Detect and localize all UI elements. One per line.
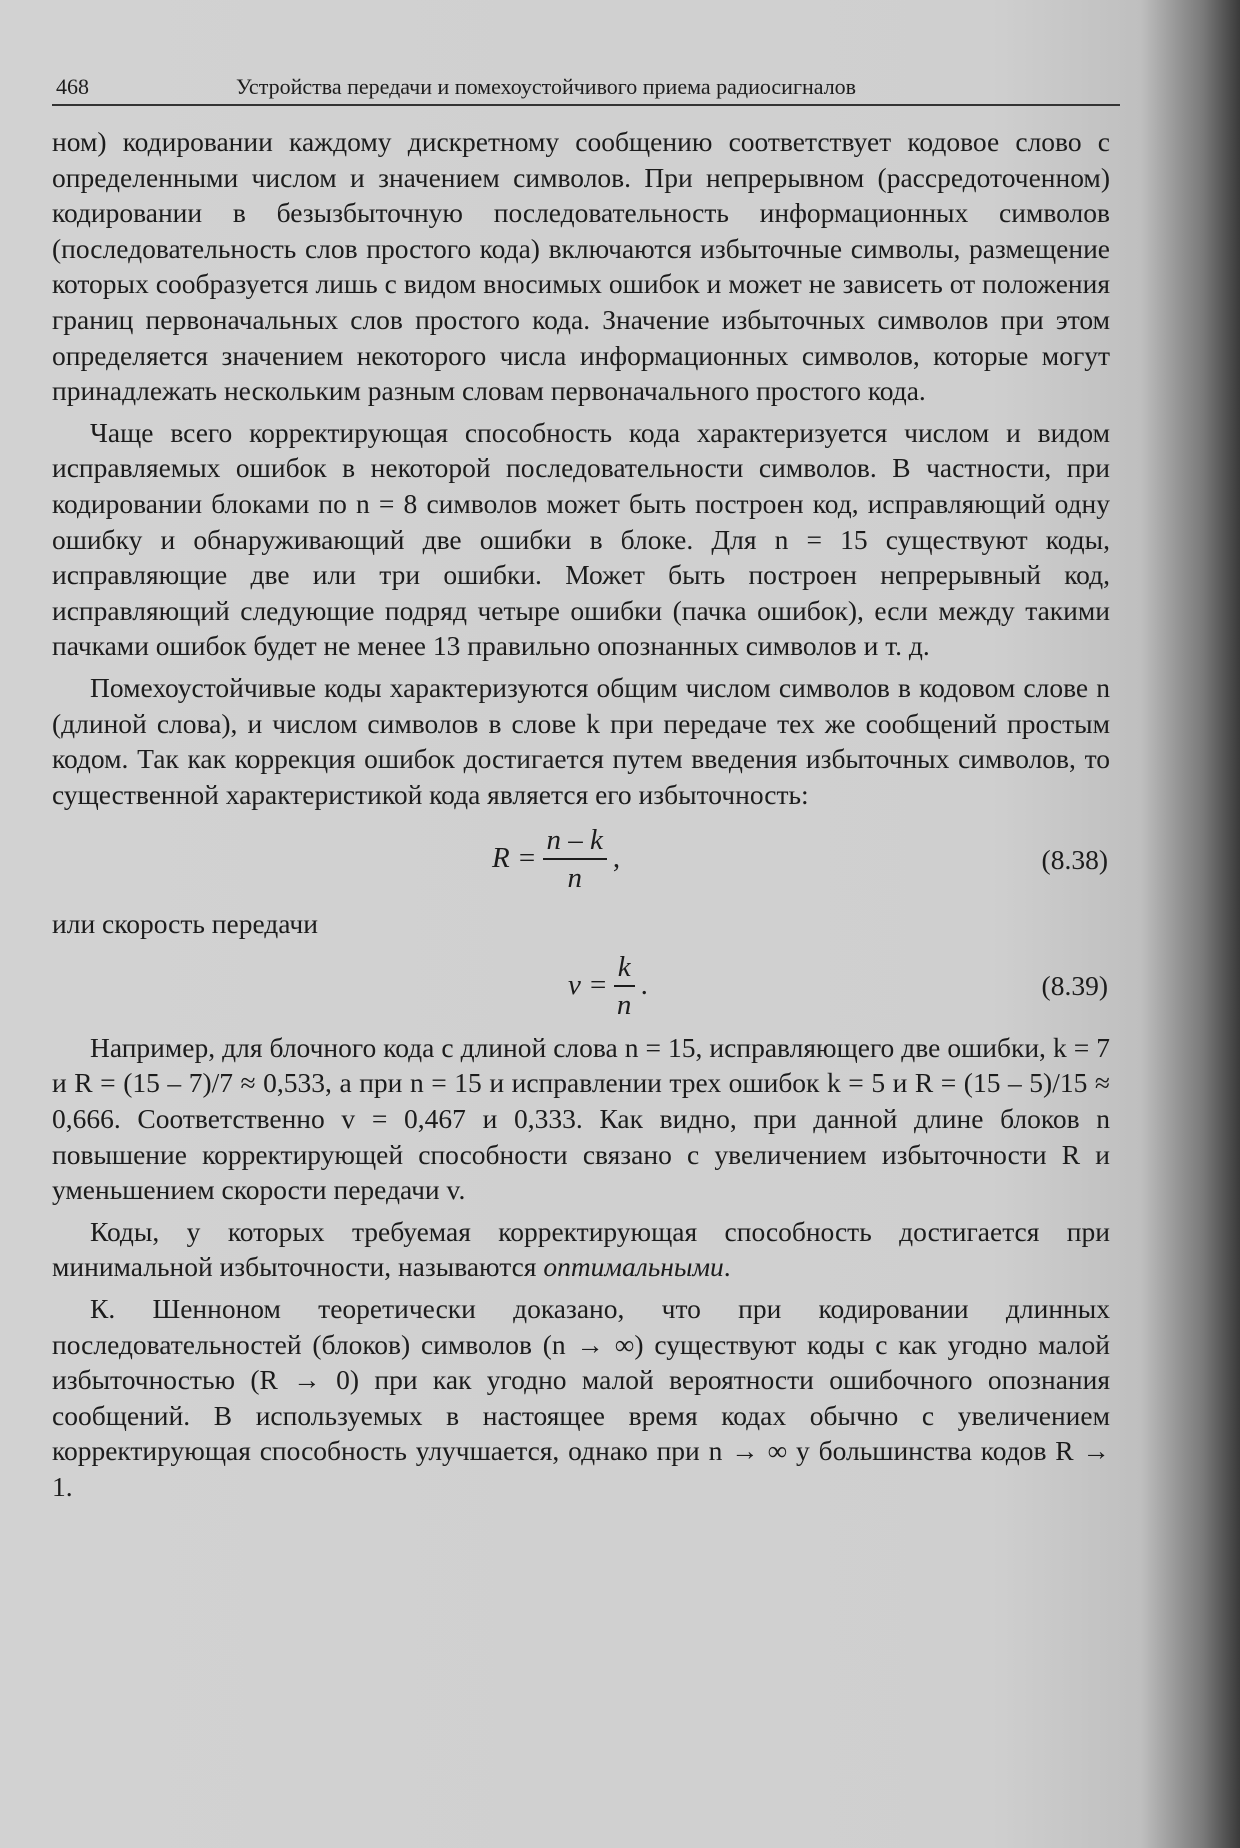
formula-8-39-lhs: v =: [568, 969, 608, 1002]
formula-8-39-number: (8.39): [1041, 969, 1108, 1001]
paragraph-6-start: Коды, у которых требуемая корректирующая способность достигается при минимальной избыточности, называются: [52, 1215, 1110, 1283]
paragraph-1: ном) кодировании каждому дискретному сообщению соответствует кодовое слово с определенными числом и значением символов. При непрерывном (рассредоточенном) кодировании в безызбыточную последовательность информационных символов (последовательность слов простого кода) включаются избыточные символы, размещение которых сообразуется лишь с видом вносимых ошибок и может не зависеть от положения границ первоначальных слов простого кода. Значение избыточных символов при этом определяется значением некоторого числа информационных символов, которые могут принадлежать нескольким разным словам первоначального простого кода.: [52, 126, 1110, 407]
body-text: [52, 124, 1110, 1511]
paragraph-2: Чаще всего корректирующая способность кода характеризуется числом и видом исправляемых ошибок в некоторой последовательности символов. В частности, при кодировании блоками по n = 8 символов может быть построен код, исправляющий одну ошибку и обнаруживающий две ошибки в блоке. Для n = 15 существуют коды, исправляющие две или три ошибки. Может быть построен непрерывный код, исправляющий следующие подряд четыре ошибки (пачка ошибок), если между такими пачками ошибок будет не менее 13 правильно опознанных символов и т. д.: [52, 416, 1110, 662]
term-optimal: оптимальными: [543, 1251, 724, 1283]
paragraph-6-end: .: [723, 1251, 731, 1283]
formula-8-38-fraction: [543, 822, 607, 896]
formula-8-39-tail: .: [640, 969, 648, 1002]
formula-8-39-fraction: [614, 949, 635, 1023]
paragraph-7: К. Шенноном теоретически доказано, что при кодировании длинных последовательностей (блоков) символов (n → ∞) существуют коды с как угодно малой избыточностью (R → 0) при как угодно малой вероятности ошибочного опознания сообщений. В используемых в настоящее время кодах обычно с увеличением корректирующая способность улучшается, однако при n → ∞ у большинства кодов R → 1.: [52, 1293, 1110, 1502]
page-number: 468: [56, 74, 89, 99]
formula-8-38-denominator: n: [567, 862, 582, 895]
running-title: Устройства передачи и помехоустойчивого приема радиосигналов: [236, 74, 857, 99]
formula-8-38-expression: [492, 818, 620, 900]
formula-8-38-tail: ,: [612, 842, 621, 875]
formula-8-39-expression: [568, 948, 648, 1024]
paragraph-5: Например, для блочного кода с длиной слова n = 15, исправляющего две ошибки, k = 7 и R = (15 – 7)/7 ≈ 0,533, а при n = 15 и исправлении трех ошибок k = 5 и R = (15 – 5)/15 ≈ 0,666. Соответственно v = 0,467 и 0,333. Как видно, при данной длине блоков n повышение корректирующей способности связано с увеличением избыточности R и уменьшением скорости передачи v.: [52, 1031, 1110, 1206]
formula-8-38: [52, 818, 1110, 900]
formula-8-39-numerator: k: [614, 949, 635, 987]
formula-8-39-denominator: n: [616, 988, 632, 1021]
formula-8-38-lhs: R =: [492, 842, 537, 875]
formula-8-38-numerator: n – k: [543, 822, 607, 860]
paragraph-4: или скорость передачи: [52, 908, 318, 940]
formula-8-39: [52, 948, 1110, 1024]
paragraph-3: Помехоустойчивые коды характеризуются общим числом символов в кодовом слове n (длиной слова), и числом символов в слове k при передаче тех же сообщений простым кодом. Так как коррекция ошибок достигается путем введения избыточных символов, то существенной характеристикой кода является его избыточность:: [52, 671, 1110, 810]
page-header: [52, 72, 1120, 106]
paragraph-6: [52, 1214, 1110, 1285]
formula-8-38-number: (8.38): [1041, 844, 1108, 876]
